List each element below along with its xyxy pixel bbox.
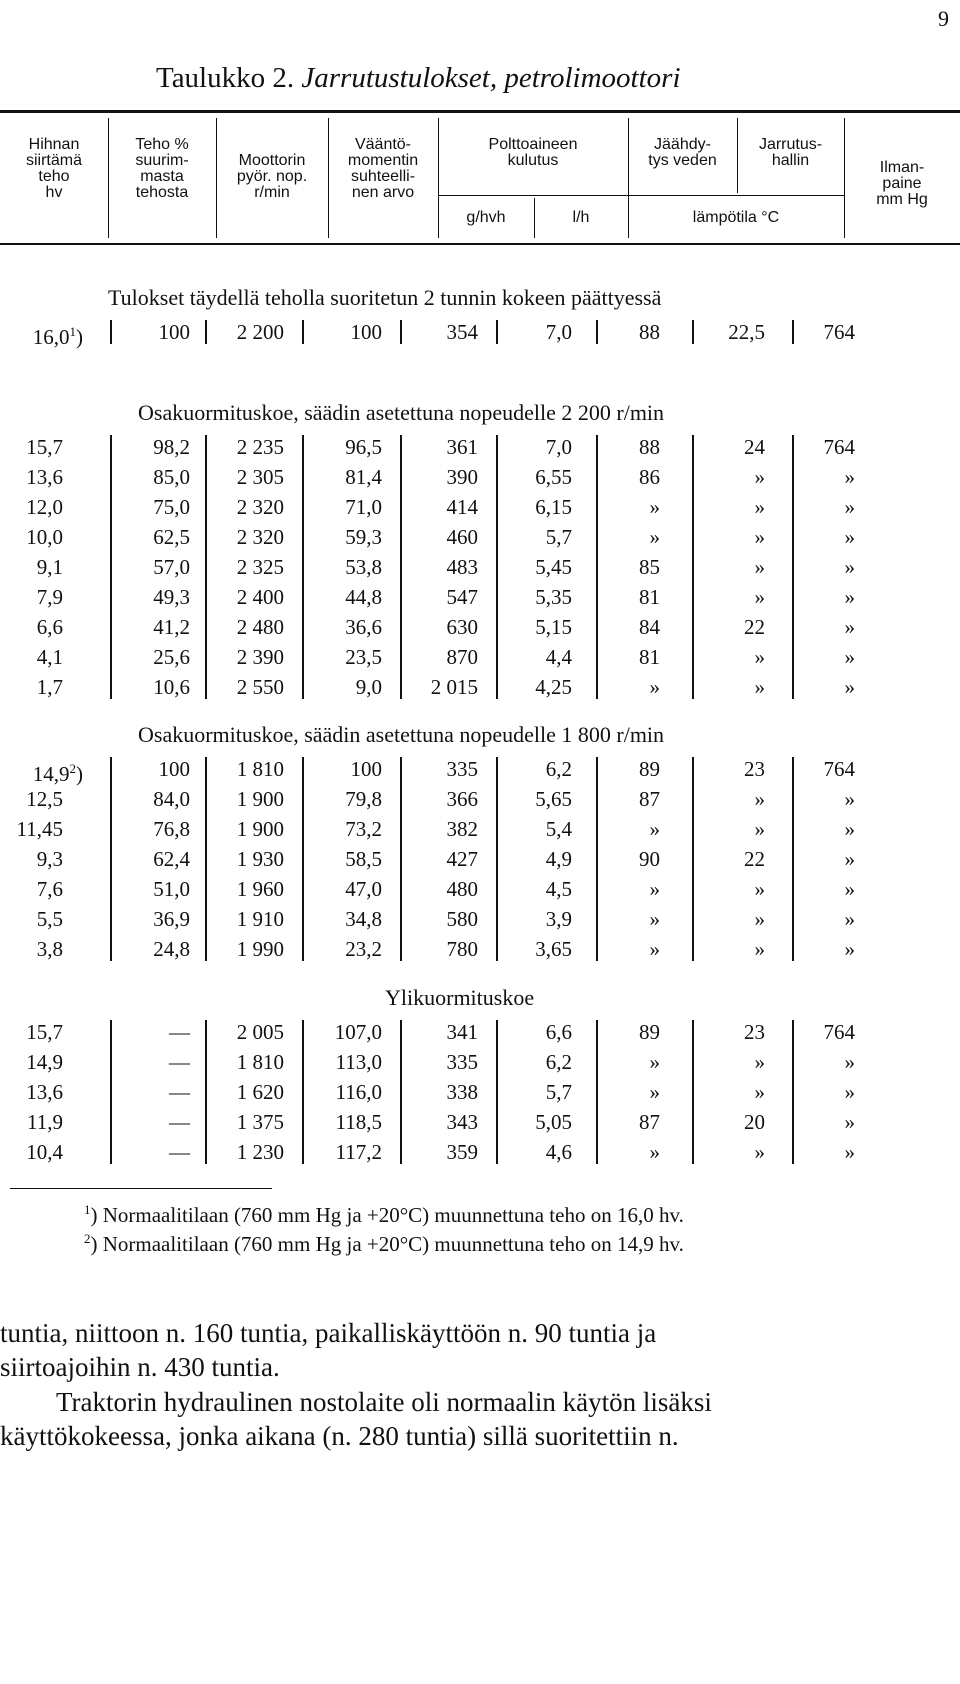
table-row <box>0 1047 960 1077</box>
cell-power-percent: 62,4 <box>153 847 190 871</box>
table-row <box>0 754 960 784</box>
cell-fuel-gh: 630 <box>446 615 478 639</box>
cell-torque: 113,0 <box>335 1050 382 1074</box>
cell-power-percent: 25,6 <box>153 645 190 669</box>
cell-air-pressure: » <box>844 1140 855 1164</box>
cell-hall-temp: 22 <box>744 615 765 639</box>
header-bottom-rule <box>0 243 960 245</box>
cell-cooling-temp: 89 <box>639 757 660 781</box>
cell-fuel-lh: 7,0 <box>545 320 572 344</box>
cell-hall-temp: » <box>754 675 765 699</box>
cell-torque: 100 <box>350 757 382 781</box>
cell-torque: 73,2 <box>345 817 382 841</box>
cell-fuel-lh: 3,9 <box>545 907 572 931</box>
cell-hall-temp: 23 <box>744 757 765 781</box>
header-engine-speed: Moottorin pyör. nop. r/min <box>236 152 308 201</box>
section-title: Osakuormituskoe, säädin asetettuna nopeudelle 2 200 r/min <box>138 400 665 425</box>
column-separator <box>692 1020 694 1164</box>
cell-belt-power: 4,1 <box>36 645 63 669</box>
column-separator <box>792 1020 794 1164</box>
cell-fuel-gh: 335 <box>446 1050 478 1074</box>
cell-fuel-lh: 6,6 <box>545 1020 572 1044</box>
cell-cooling-temp: 88 <box>639 435 660 459</box>
cell-fuel-gh: 335 <box>446 757 478 781</box>
cell-fuel-lh: 5,45 <box>535 555 572 579</box>
cell-power-percent: 24,8 <box>153 937 190 961</box>
cell-fuel-gh: 580 <box>446 907 478 931</box>
cell-belt-power: 6,6 <box>36 615 63 639</box>
cell-air-pressure: » <box>844 555 855 579</box>
cell-engine-speed: 1 910 <box>236 907 284 931</box>
header-torque: Vääntö- momentin suhteelli- nen arvo <box>347 136 419 201</box>
column-separator <box>205 320 207 344</box>
table-row <box>0 874 960 904</box>
header-air-pressure: Ilman- paine mm Hg <box>876 159 928 208</box>
cell-belt-power: 15,7 <box>26 435 63 459</box>
cell-hall-temp: » <box>754 645 765 669</box>
cell-belt-power: 11,9 <box>27 1110 63 1134</box>
cell-belt-power: 1,7 <box>36 675 63 699</box>
column-separator <box>302 320 304 344</box>
cell-cooling-temp: » <box>649 1080 660 1104</box>
table-row <box>0 462 960 492</box>
table-row <box>0 844 960 874</box>
cell-cooling-temp: 86 <box>639 465 660 489</box>
cell-cooling-temp: 89 <box>639 1020 660 1044</box>
cell-cooling-temp: » <box>649 907 660 931</box>
cell-engine-speed: 2 480 <box>236 615 284 639</box>
cell-fuel-gh: 547 <box>446 585 478 609</box>
table-row <box>0 1017 960 1047</box>
cell-belt-power: 9,3 <box>36 847 63 871</box>
cell-torque: 59,3 <box>345 525 382 549</box>
cell-power-percent: 100 <box>158 757 190 781</box>
cell-fuel-lh: 5,4 <box>545 817 572 841</box>
cell-power-percent: 57,0 <box>153 555 190 579</box>
header-fuel-gh: g/hvh <box>466 209 506 226</box>
table-row <box>0 904 960 934</box>
cell-engine-speed: 2 305 <box>236 465 284 489</box>
cell-fuel-lh: 6,55 <box>535 465 572 489</box>
cell-torque: 118,5 <box>335 1110 382 1134</box>
cell-fuel-lh: 5,15 <box>535 615 572 639</box>
column-separator <box>400 757 402 961</box>
header-brake-hall: Jarrutus- hallin <box>758 136 823 169</box>
cell-engine-speed: 2 235 <box>236 435 284 459</box>
cell-torque: 96,5 <box>345 435 382 459</box>
cell-cooling-temp: 87 <box>639 1110 660 1134</box>
column-separator <box>110 1020 112 1164</box>
column-separator <box>792 435 794 699</box>
cell-engine-speed: 2 550 <box>236 675 284 699</box>
cell-torque: 116,0 <box>335 1080 382 1104</box>
cell-fuel-lh: 5,05 <box>535 1110 572 1134</box>
cell-engine-speed: 2 200 <box>236 320 284 344</box>
cell-cooling-temp: 81 <box>639 585 660 609</box>
cell-cooling-temp: » <box>649 937 660 961</box>
column-separator <box>400 435 402 699</box>
body-line: tuntia, niittoon n. 160 tuntia, paikalliskäyttöön n. 90 tuntia ja <box>0 1318 657 1348</box>
cell-fuel-lh: 4,9 <box>545 847 572 871</box>
column-separator <box>496 320 498 344</box>
column-separator <box>792 320 794 344</box>
cell-engine-speed: 1 375 <box>236 1110 284 1134</box>
cell-fuel-lh: 4,4 <box>545 645 572 669</box>
cell-fuel-lh: 4,5 <box>545 877 572 901</box>
temp-sub-rule <box>628 195 844 196</box>
cell-torque: 47,0 <box>345 877 382 901</box>
column-separator <box>596 1020 598 1164</box>
cell-hall-temp: » <box>754 1080 765 1104</box>
column-separator <box>302 757 304 961</box>
column-separator <box>110 320 112 344</box>
footnote-mark: 2 <box>69 761 76 776</box>
footnote-mark: 1 <box>69 324 76 339</box>
table-row <box>0 612 960 642</box>
cell-power-percent: — <box>169 1140 190 1164</box>
cell-fuel-gh: 366 <box>446 787 478 811</box>
cell-hall-temp: » <box>754 1140 765 1164</box>
cell-belt-power: 12,0 <box>26 495 63 519</box>
cell-engine-speed: 1 230 <box>236 1140 284 1164</box>
cell-fuel-lh: 6,15 <box>535 495 572 519</box>
cell-cooling-temp: 85 <box>639 555 660 579</box>
cell-engine-speed: 1 810 <box>236 757 284 781</box>
cell-power-percent: — <box>169 1080 190 1104</box>
page-number: 9 <box>938 6 949 31</box>
column-separator <box>496 757 498 961</box>
cell-air-pressure: 764 <box>823 1020 855 1044</box>
column-separator <box>496 435 498 699</box>
cell-air-pressure: » <box>844 525 855 549</box>
cell-power-percent: 76,8 <box>153 817 190 841</box>
cell-power-percent: 36,9 <box>153 907 190 931</box>
cell-belt-power: 7,9 <box>36 585 63 609</box>
cell-fuel-lh: 4,25 <box>535 675 572 699</box>
cell-torque: 117,2 <box>335 1140 382 1164</box>
cell-cooling-temp: » <box>649 817 660 841</box>
cell-hall-temp: 22 <box>744 847 765 871</box>
header-temperature: lämpötila °C <box>692 209 780 226</box>
cell-air-pressure: » <box>844 1080 855 1104</box>
cell-air-pressure: » <box>844 817 855 841</box>
cell-hall-temp: » <box>754 877 765 901</box>
cell-engine-speed: 2 320 <box>236 495 284 519</box>
cell-fuel-gh: 2 015 <box>430 675 478 699</box>
column-separator <box>302 1020 304 1164</box>
column-separator <box>692 435 694 699</box>
cell-fuel-gh: 382 <box>446 817 478 841</box>
cell-torque: 34,8 <box>345 907 382 931</box>
footnote-rule <box>10 1188 272 1189</box>
cell-belt-power: 13,6 <box>26 1080 63 1104</box>
cell-hall-temp: » <box>754 1050 765 1074</box>
cell-cooling-temp: 84 <box>639 615 660 639</box>
column-separator <box>596 435 598 699</box>
column-separator <box>302 435 304 699</box>
cell-torque: 100 <box>350 320 382 344</box>
header-power-percent: Teho % suurim- masta tehosta <box>135 136 189 201</box>
cell-engine-speed: 1 900 <box>236 787 284 811</box>
cell-fuel-gh: 870 <box>446 645 478 669</box>
cell-air-pressure: 764 <box>823 435 855 459</box>
cell-engine-speed: 1 990 <box>236 937 284 961</box>
header-fuel: Polttoaineen kulutus <box>488 136 578 169</box>
column-separator <box>792 757 794 961</box>
cell-torque: 36,6 <box>345 615 382 639</box>
cell-power-percent: 41,2 <box>153 615 190 639</box>
cell-torque: 107,0 <box>334 1020 382 1044</box>
table-row <box>0 1107 960 1137</box>
cell-fuel-lh: 5,7 <box>545 525 572 549</box>
cell-hall-temp: » <box>754 907 765 931</box>
header-top-rule <box>0 110 960 113</box>
cell-air-pressure: 764 <box>823 757 855 781</box>
column-separator <box>596 757 598 961</box>
cell-belt-power: 11,45 <box>16 817 63 841</box>
cell-fuel-gh: 354 <box>446 320 478 344</box>
cell-fuel-gh: 359 <box>446 1140 478 1164</box>
cell-torque: 23,5 <box>345 645 382 669</box>
cell-cooling-temp: 81 <box>639 645 660 669</box>
cell-torque: 53,8 <box>345 555 382 579</box>
cell-hall-temp: » <box>754 937 765 961</box>
cell-air-pressure: » <box>844 907 855 931</box>
cell-air-pressure: » <box>844 1050 855 1074</box>
table-row <box>0 814 960 844</box>
cell-hall-temp: » <box>754 787 765 811</box>
cell-hall-temp: 24 <box>744 435 765 459</box>
header-cooling-water: Jäähdy- tys veden <box>648 136 717 169</box>
column-separator <box>400 320 402 344</box>
section-title: Ylikuormituskoe <box>385 985 535 1010</box>
cell-engine-speed: 2 320 <box>236 525 284 549</box>
cell-air-pressure: » <box>844 465 855 489</box>
cell-power-percent: 75,0 <box>153 495 190 519</box>
column-separator <box>400 1020 402 1164</box>
cell-fuel-gh: 427 <box>446 847 478 871</box>
cell-fuel-lh: 5,7 <box>545 1080 572 1104</box>
section-title: Tulokset täydellä teholla suoritetun 2 tunnin kokeen päättyessä <box>108 285 662 310</box>
cell-fuel-gh: 390 <box>446 465 478 489</box>
column-separator <box>205 435 207 699</box>
cell-torque: 44,8 <box>345 585 382 609</box>
cell-hall-temp: » <box>754 465 765 489</box>
cell-fuel-gh: 414 <box>446 495 478 519</box>
cell-hall-temp: » <box>754 585 765 609</box>
cell-torque: 58,5 <box>345 847 382 871</box>
cell-air-pressure: » <box>844 495 855 519</box>
cell-air-pressure: » <box>844 1110 855 1134</box>
cell-belt-power: 14,9 <box>26 1050 63 1074</box>
cell-belt-power: 9,1 <box>36 555 63 579</box>
cell-air-pressure: » <box>844 847 855 871</box>
column-separator <box>205 1020 207 1164</box>
cell-fuel-gh: 338 <box>446 1080 478 1104</box>
footnote-1: $^1$) Normaalitilaan (760 mm Hg ja +20°C) muunnettuna teho on 16,0 hv. <box>84 1202 684 1227</box>
cell-cooling-temp: 90 <box>639 847 660 871</box>
cell-fuel-gh: 483 <box>446 555 478 579</box>
cell-air-pressure: » <box>844 585 855 609</box>
cell-fuel-gh: 361 <box>446 435 478 459</box>
cell-fuel-lh: 6,2 <box>545 757 572 781</box>
cell-belt-power: 15,7 <box>26 1020 63 1044</box>
cell-fuel-lh: 6,2 <box>545 1050 572 1074</box>
cell-fuel-lh: 3,65 <box>535 937 572 961</box>
cell-air-pressure: » <box>844 877 855 901</box>
fuel-sub-rule <box>438 195 628 196</box>
cell-torque: 9,0 <box>355 675 382 699</box>
footnote-paren: ) <box>76 762 83 786</box>
column-separator <box>110 757 112 961</box>
table-row <box>0 432 960 462</box>
cell-cooling-temp: » <box>649 525 660 549</box>
body-line: Traktorin hydraulinen nostolaite oli normaalin käytön lisäksi <box>56 1387 712 1417</box>
cell-fuel-gh: 343 <box>446 1110 478 1134</box>
cell-fuel-lh: 5,35 <box>535 585 572 609</box>
cell-cooling-temp: 88 <box>639 320 660 344</box>
cell-hall-temp: 23 <box>744 1020 765 1044</box>
cell-engine-speed: 1 900 <box>236 817 284 841</box>
column-separator <box>205 757 207 961</box>
table-title-prefix: Taulukko 2. <box>156 62 295 94</box>
footnote-2: $^2$) Normaalitilaan (760 mm Hg ja +20°C) muunnettuna teho on 14,9 hv. <box>84 1231 684 1256</box>
cell-power-percent: 62,5 <box>153 525 190 549</box>
section-title: Osakuormituskoe, säädin asetettuna nopeudelle 1 800 r/min <box>138 722 665 747</box>
cell-belt-power: 3,8 <box>36 937 63 961</box>
cell-cooling-temp: » <box>649 1140 660 1164</box>
table-row <box>0 317 960 347</box>
body-line: siirtoajoihin n. 430 tuntia. <box>0 1352 280 1382</box>
column-separator <box>692 320 694 344</box>
body-line: käyttökokeessa, jonka aikana (n. 280 tuntia) sillä suoritettiin n. <box>0 1421 679 1451</box>
table-row <box>0 934 960 964</box>
cell-torque: 79,8 <box>345 787 382 811</box>
cell-belt-power: 10,4 <box>26 1140 63 1164</box>
cell-engine-speed: 1 960 <box>236 877 284 901</box>
cell-hall-temp: » <box>754 525 765 549</box>
cell-fuel-lh: 7,0 <box>545 435 572 459</box>
table-row <box>0 642 960 672</box>
cell-belt-power: 5,5 <box>36 907 63 931</box>
cell-engine-speed: 2 400 <box>236 585 284 609</box>
cell-engine-speed: 2 005 <box>236 1020 284 1044</box>
cell-fuel-lh: 5,65 <box>535 787 572 811</box>
column-separator <box>110 435 112 699</box>
column-separator <box>692 757 694 961</box>
cell-belt-power: 16,0$^1$) <box>32 324 83 349</box>
column-separator <box>496 1020 498 1164</box>
cell-air-pressure: » <box>844 645 855 669</box>
cell-engine-speed: 2 325 <box>236 555 284 579</box>
table-row <box>0 492 960 522</box>
cell-cooling-temp: 87 <box>639 787 660 811</box>
cell-belt-power: 10,0 <box>26 525 63 549</box>
cell-engine-speed: 1 930 <box>236 847 284 871</box>
table-row <box>0 1077 960 1107</box>
table-row <box>0 672 960 702</box>
cell-power-percent: 49,3 <box>153 585 190 609</box>
cell-engine-speed: 1 620 <box>236 1080 284 1104</box>
cell-belt-power: 13,6 <box>26 465 63 489</box>
header-fuel-lh: l/h <box>572 209 590 226</box>
cell-torque: 23,2 <box>345 937 382 961</box>
cell-hall-temp: » <box>754 495 765 519</box>
cell-cooling-temp: » <box>649 877 660 901</box>
cell-power-percent: 85,0 <box>153 465 190 489</box>
cell-power-percent: 10,6 <box>153 675 190 699</box>
cell-fuel-lh: 4,6 <box>545 1140 572 1164</box>
table-title-italic: Jarrutustulokset, petrolimoottori <box>301 62 681 94</box>
table-row <box>0 784 960 814</box>
table-row <box>0 1137 960 1167</box>
cell-fuel-gh: 460 <box>446 525 478 549</box>
cell-engine-speed: 2 390 <box>236 645 284 669</box>
cell-engine-speed: 1 810 <box>236 1050 284 1074</box>
cell-hall-temp: » <box>754 817 765 841</box>
cell-power-percent: — <box>169 1050 190 1074</box>
cell-power-percent: — <box>169 1110 190 1134</box>
table-row <box>0 552 960 582</box>
cell-air-pressure: » <box>844 787 855 811</box>
table-row <box>0 522 960 552</box>
cell-cooling-temp: » <box>649 1050 660 1074</box>
cell-air-pressure: 764 <box>823 320 855 344</box>
cell-air-pressure: » <box>844 937 855 961</box>
cell-air-pressure: » <box>844 615 855 639</box>
cell-power-percent: 98,2 <box>153 435 190 459</box>
cell-belt-power: 7,6 <box>36 877 63 901</box>
cell-power-percent: 51,0 <box>153 877 190 901</box>
cell-hall-temp: 20 <box>744 1110 765 1134</box>
cell-cooling-temp: » <box>649 675 660 699</box>
column-separator <box>596 320 598 344</box>
cell-fuel-gh: 480 <box>446 877 478 901</box>
table-title <box>156 62 681 95</box>
cell-power-percent: 84,0 <box>153 787 190 811</box>
cell-torque: 81,4 <box>345 465 382 489</box>
cell-belt-power: 14,9$^2$) <box>32 761 83 786</box>
cell-power-percent: — <box>169 1020 190 1044</box>
header-belt-power: Hihnan siirtämä teho hv <box>25 136 82 201</box>
cell-fuel-gh: 341 <box>446 1020 478 1044</box>
cell-air-pressure: » <box>844 675 855 699</box>
cell-torque: 71,0 <box>345 495 382 519</box>
cell-power-percent: 100 <box>158 320 190 344</box>
cell-cooling-temp: » <box>649 495 660 519</box>
cell-hall-temp: 22,5 <box>728 320 765 344</box>
cell-fuel-gh: 780 <box>446 937 478 961</box>
cell-belt-power: 12,5 <box>26 787 63 811</box>
cell-hall-temp: » <box>754 555 765 579</box>
footnote-paren: ) <box>76 325 83 349</box>
table-row <box>0 582 960 612</box>
